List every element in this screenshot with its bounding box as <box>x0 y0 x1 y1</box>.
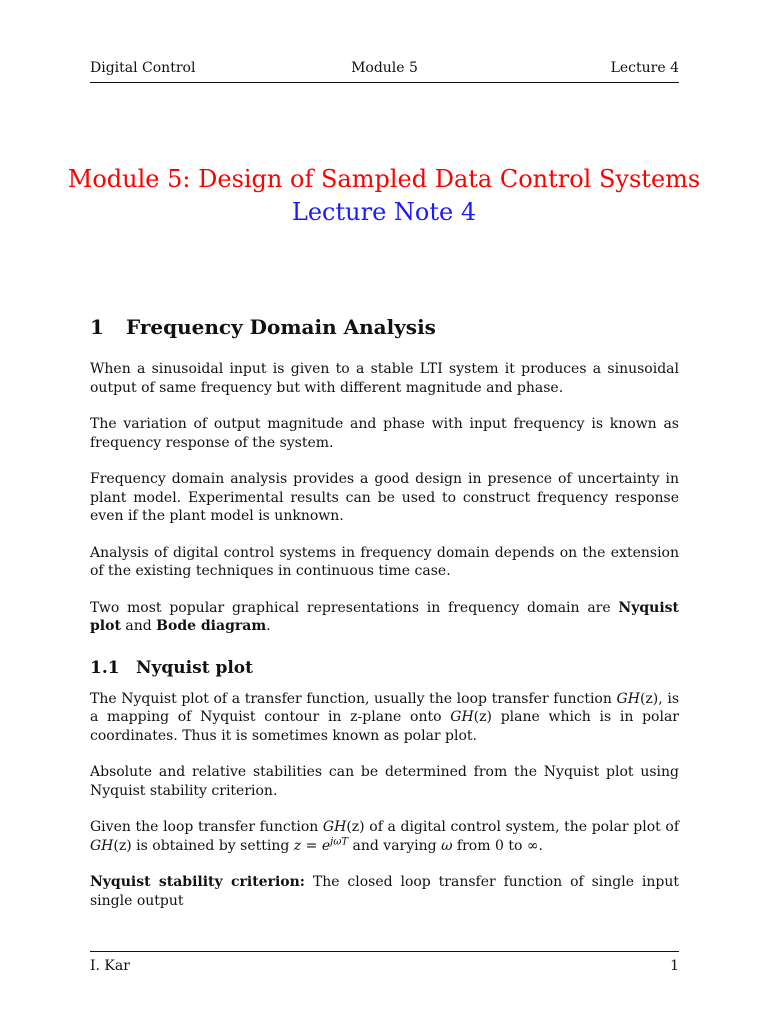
text-run: plane which is in polar coordinates. Thus it is sometimes known as polar plot. <box>90 709 679 744</box>
page-title: Module 5: Design of Sampled Data Control Systems <box>67 165 701 193</box>
subsection-heading <box>90 654 679 682</box>
text-run: Two most popular graphical representations in frequency domain are <box>90 599 619 616</box>
bold-term: Bode diagram <box>156 618 267 634</box>
math-symbol: GH <box>90 837 114 854</box>
header-rule <box>90 82 679 83</box>
math-symbol: ω <box>441 837 453 854</box>
text-run: The closed loop transfer function of single input single output <box>90 874 679 909</box>
paragraph: Analysis of digital control systems in frequency domain depends on the extension of the existing techniques in continuous time case. <box>90 544 679 579</box>
section-number: 1 <box>90 315 104 339</box>
page-number: 1 <box>670 958 679 974</box>
text-run: The Nyquist plot of a transfer function, usually the loop transfer function <box>90 690 617 707</box>
bold-term: Nyquist plot <box>90 599 679 634</box>
math-operator: = <box>301 837 322 854</box>
paragraph: Frequency domain analysis provides a good design in presence of uncertainty in plant model. Experimental results can be used to construct frequency response even if the plant model is unknown. <box>90 471 679 524</box>
math-argument: (z) <box>346 819 365 835</box>
math-symbol: e <box>321 837 331 854</box>
running-footer <box>90 958 679 978</box>
text-run: Given the loop transfer function <box>90 819 323 835</box>
text-run: of a digital control system, the polar plot of <box>364 819 679 835</box>
subsection-number: 1.1 <box>90 657 120 678</box>
paragraph: Absolute and relative stabilities can be determined from the Nyquist plot using Nyquist stability criterion. <box>90 764 679 799</box>
paragraph <box>90 818 679 855</box>
math-symbol: GH <box>450 709 474 725</box>
header-course-title: Digital Control <box>90 60 196 76</box>
math-argument: (z) <box>113 837 132 854</box>
section-heading <box>90 310 679 344</box>
math-exponent: jωT <box>330 835 349 847</box>
header-lecture: Lecture 4 <box>610 60 679 76</box>
math-symbol: z <box>293 837 302 854</box>
text-run: , is a mapping of Nyquist contour in z-plane onto <box>90 690 679 725</box>
header-module: Module 5 <box>351 60 418 76</box>
text-run: from 0 to ∞. <box>452 837 543 854</box>
math-symbol: GH <box>322 819 347 835</box>
running-header <box>90 60 679 80</box>
page-subtitle: Lecture Note 4 <box>291 198 477 226</box>
math-argument: (z) <box>473 709 492 725</box>
body-content <box>90 310 679 920</box>
footer-author: I. Kar <box>90 958 130 974</box>
paragraph <box>90 873 679 910</box>
bold-term: Nyquist stability criterion: <box>90 874 305 890</box>
math-argument: (z) <box>639 690 659 707</box>
text-run: . <box>266 618 271 634</box>
footer-rule <box>90 951 679 952</box>
math-symbol: GH <box>616 690 640 707</box>
text-run: and <box>120 618 157 634</box>
paragraph: The variation of output magnitude and phase with input frequency is known as frequency response of the system. <box>90 416 679 451</box>
paragraph <box>90 690 679 746</box>
paragraph <box>90 599 679 636</box>
subsection-title: Nyquist plot <box>136 657 253 678</box>
section-title: Frequency Domain Analysis <box>126 315 436 339</box>
text-run: and varying <box>348 837 442 854</box>
paragraph: When a sinusoidal input is given to a stable LTI system it produces a sinusoidal output of same frequency but with different magnitude and phase. <box>90 361 679 396</box>
text-run: is obtained by setting <box>131 837 294 854</box>
